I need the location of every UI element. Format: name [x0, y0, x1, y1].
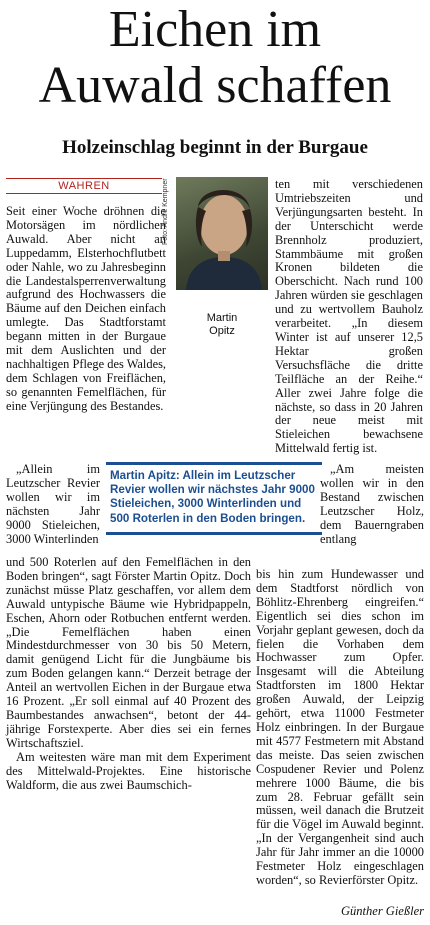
headline [0, 2, 430, 114]
caption-line-2: Opitz [209, 325, 235, 337]
article-column-1-lower [6, 556, 251, 792]
location-kicker: WAHREN [6, 178, 162, 194]
paragraph-1: Seit einer Woche dröhnen die Motorsägen im nördlichen Auwald. Aber nicht an Luppedamm, Elsterhochflutbett oder Nahle, wo zu Jahresbeginn die Landestalsperrenverwaltung aufgrund des Hochwassers die Bäume auf den Deichen einfach umlegte. Das Stadtforstamt begann mitten in der Burgaue mit dem Auslichten und der nachhaltigen Pflege des Waldes, dem Schlagen von Freiflächen, so genannten Femelflächen, für eine Verjüngung des Bestandes. [6, 204, 166, 413]
article-column-1-mid [6, 463, 100, 546]
headline-line-2: Auwald schaffen [38, 57, 392, 114]
paragraph-4: ten mit verschiedenen Umtriebszeiten und Verjüngungsarten besteht. In der Unterschicht werde Brennholz produziert, Stammbäume mit großen Kronen bildeten die Oberschicht. Nach rund 100 Jahren würden sie geschlagen und zu wertvollem Bauholz verarbeitet. „In diesem Winter ist auf unserer 12,5 Hektar großen Versuchsfläche die dritte Teilfläche an der Reihe.“ Aller zwei Jahre folge die nächste, so dass in 20 Jahren der neue meist mit Stieleichen bewachsene Mittelwald fertig ist. [275, 177, 423, 456]
article-column-1 [6, 205, 166, 414]
paragraph-2a: „Allein im Leutzscher Revier wollen wir im nächsten Jahr 9000 Stieleichen, 3000 Winterlinden [6, 462, 100, 546]
caption-line-1: Martin [206, 312, 238, 324]
paragraph-2b: und 500 Roterlen auf den Femelflächen in den Boden bringen“, sagt Förster Martin Opitz. Doch zunächst müsse Platz geschaffen, vor allem dem Auwald untypische Bäume wie Hybridpappeln, Eschen, Ahorn oder Rotbuchen entfernt werden. „Die Femelflächen haben einen Mindestdurchmesser von 30 bis 50 Metern, damit genügend Licht für die Jungbäume bis zum Boden gelangen kann.“ Derzeit betrage der Anteil an wertvollen Eichen in der Burgaue etwa 16 Prozent. „Er soll einmal auf 40 Prozent des Baumbestandes anwachsen“, betont der 44-jährige Forstexperte. Aber dies sei ein fernes Wirtschaftsziel. [6, 555, 251, 750]
author-byline: Günther Gießler [341, 904, 424, 918]
paragraph-3: Am weitesten wäre man mit dem Experiment des Mittelwald-Projektes. Eine historische Waldform, die aus zwei Baumschich- [6, 749, 251, 792]
article-column-3-mid [320, 463, 424, 546]
portrait-figure [176, 177, 268, 290]
article-column-3 [275, 178, 423, 456]
subheadline: Holzeinschlag beginnt in der Burgaue [62, 137, 368, 158]
paragraph-5a: „Am meisten wollen wir in den Bestand zwischen Leutzscher Holz, dem Bauerngraben entlang [320, 462, 424, 546]
article-column-3-lower [256, 568, 424, 888]
photo-caption [176, 312, 268, 338]
headline-line-1: Eichen im [108, 1, 322, 58]
paragraph-5b: bis hin zum Hundewasser und dem Stadtforst nördlich von Böhlitz-Ehrenberg eingreifen.“ Eigentlich sei dies schon im Vorjahr geplant gewesen, doch da fielen die Vorhaben dem Hochwasser zum Opfer. Insgesamt will die Abteilung Stadtforsten im 1800 Hektar großen Auwald, der Leipzig gehört, etwa 11000 Festmeter Holz einbringen. In der Burgaue mit 4577 Festmetern mit Abstand das meiste. Das seien zwischen Cospudener Revier und Polenz mehrere 1000 Bäume, die bis zum 28. Februar gefällt sein müssen, weil danach die Brutzeit für die Vögel im Auwald beginnt. „In der Vergangenheit sind auch Jahr für Jahr immer an die 10000 Festmeter Holz eingeschlagen worden“, so Revierförster Opitz. [256, 567, 424, 887]
pull-quote: Martin Apitz: Allein im Leutzscher Revier wollen wir nächstes Jahr 9000 Stieleichen, 3000 Winterlinden und 500 Roterlen in den Boden bringen. [106, 462, 322, 535]
portrait-photo [176, 177, 268, 290]
photo-credit: Foto: André Kempner [162, 178, 169, 245]
